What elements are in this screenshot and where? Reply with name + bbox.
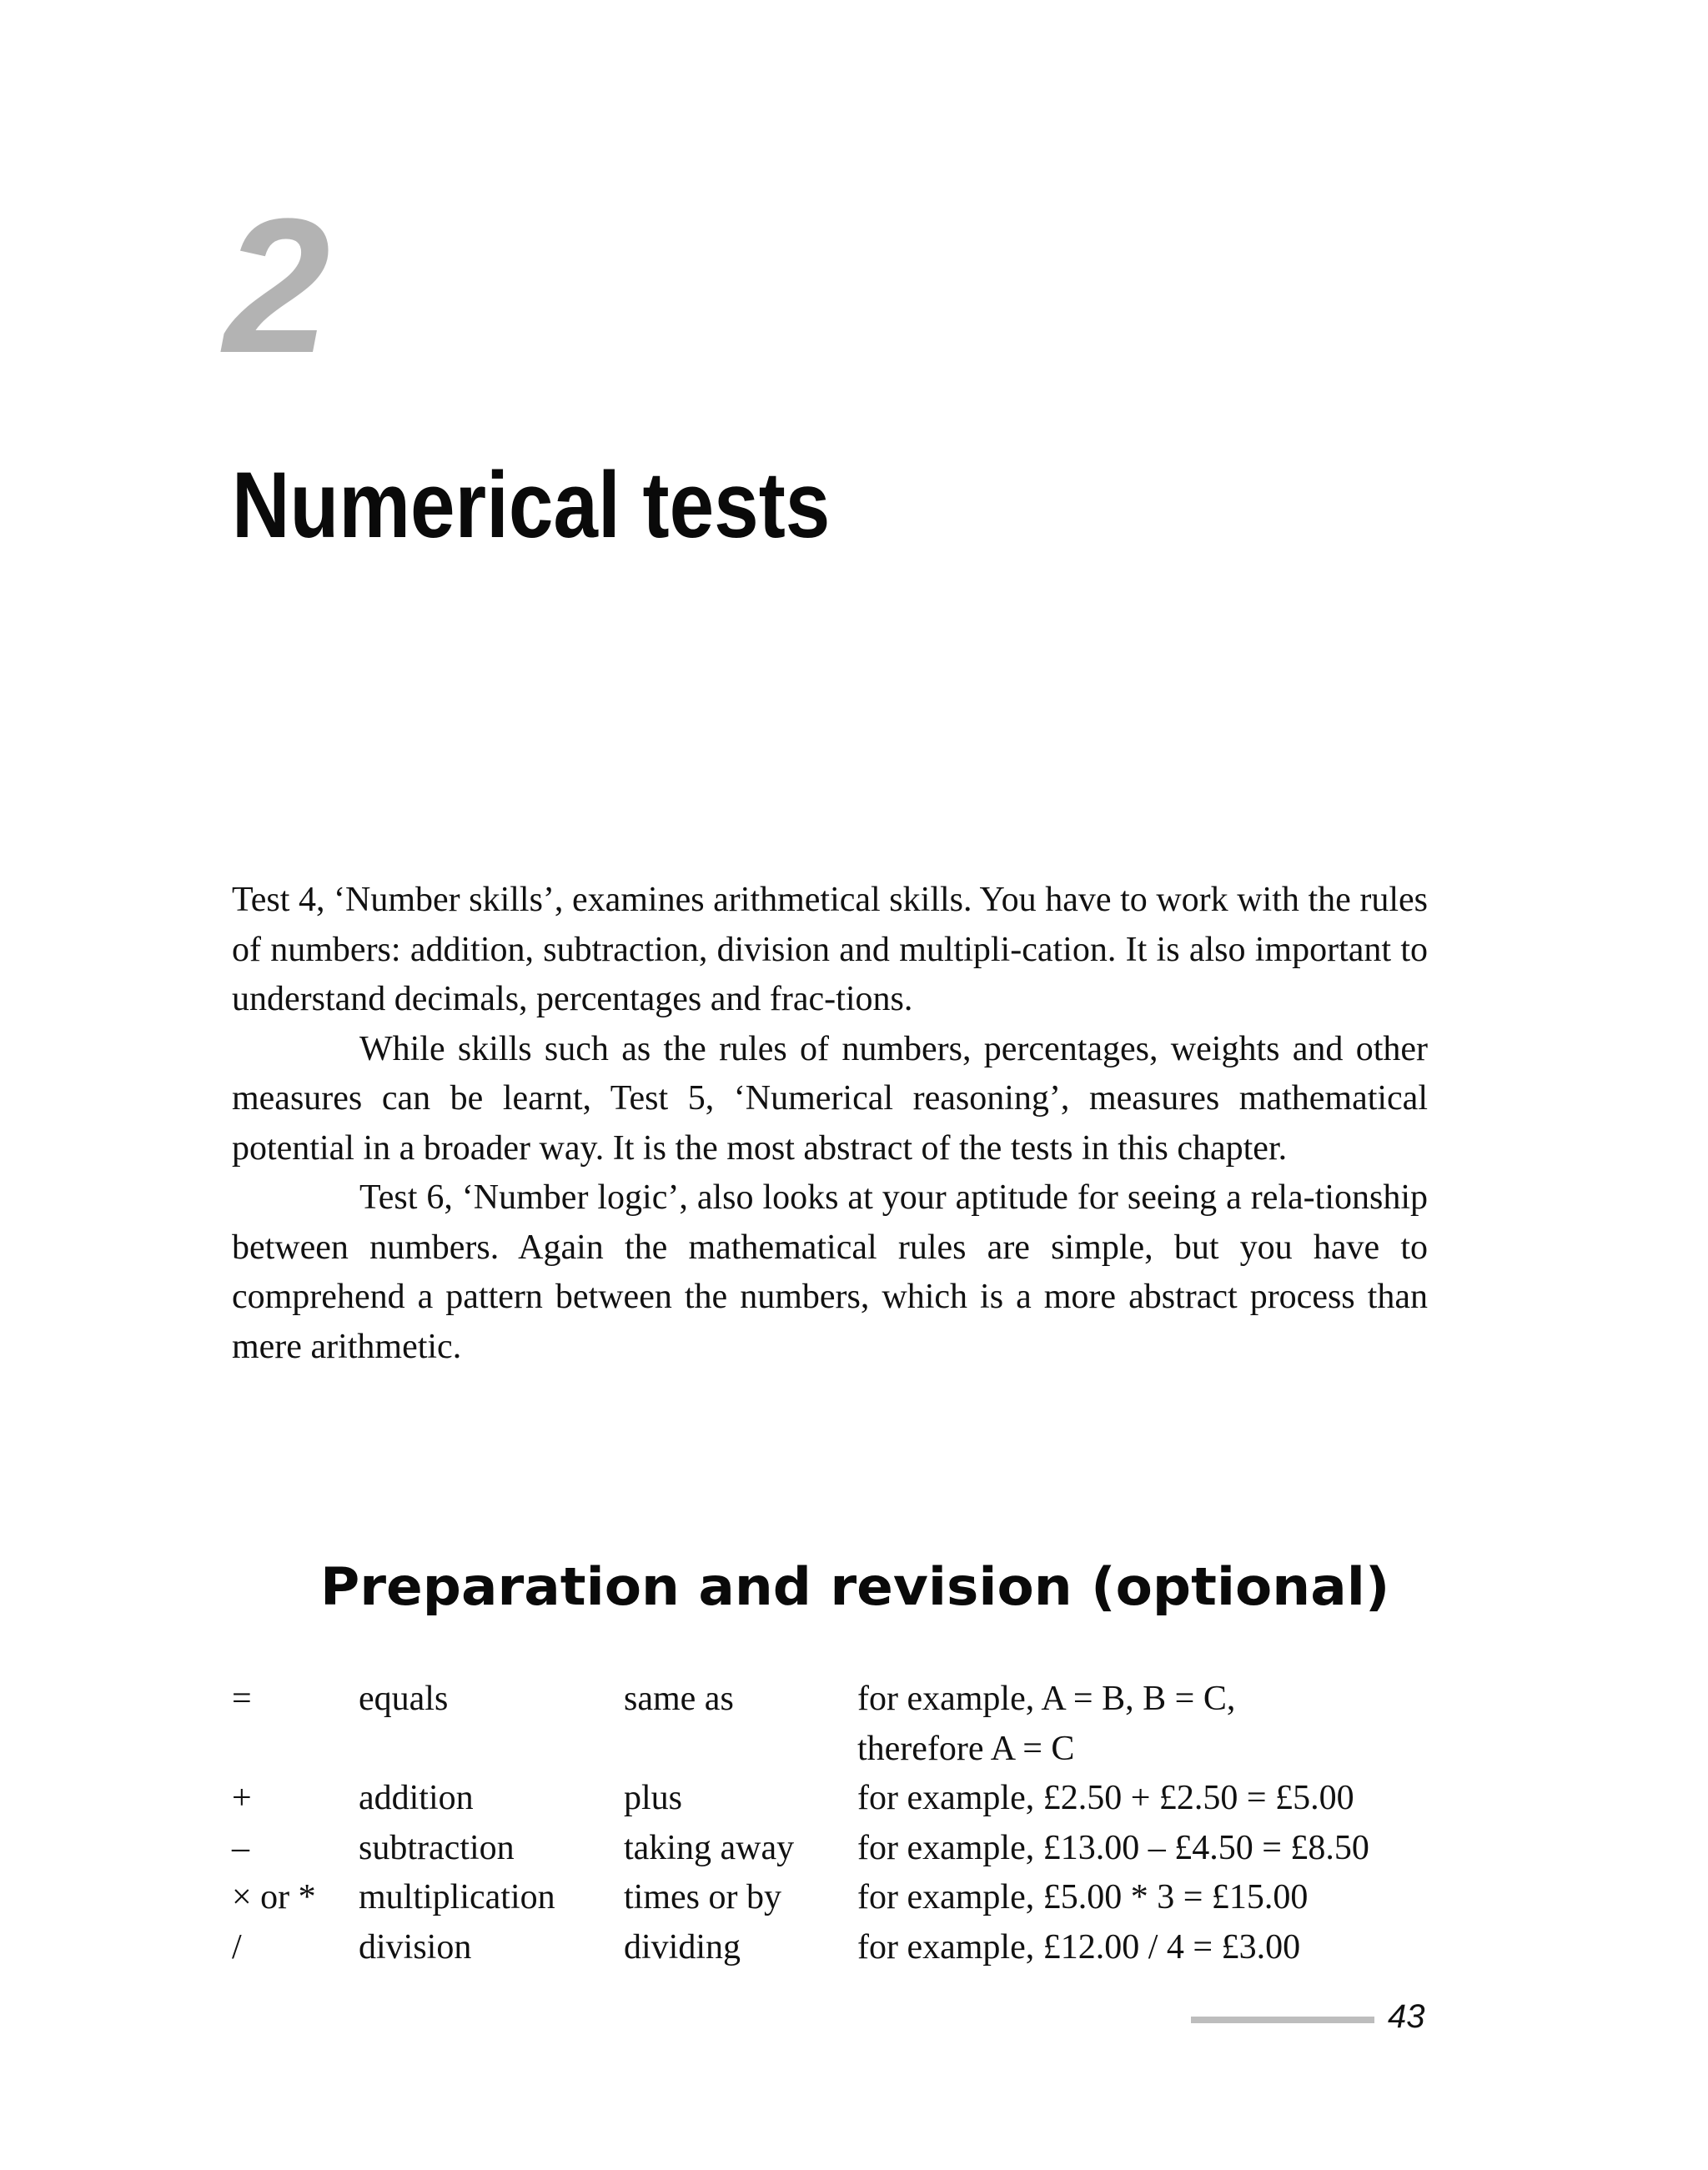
symbol-example-line-2: therefore A = C (857, 1729, 1075, 1768)
symbol-name: multiplication (359, 1878, 555, 1916)
symbol: × or * (232, 1878, 316, 1916)
symbol-name: addition (359, 1779, 474, 1817)
symbol: / (232, 1927, 242, 1967)
symbol-alt: taking away (624, 1828, 795, 1867)
paragraph-3: Test 6, ‘Number logic’, also looks at your aptitude for seeing a rela-tionship between numbers. Again the mathematical rules are simple, but you have to comprehend a pattern between the numbers, which is a more abstract process than mere arithmetic. (232, 1178, 1428, 1366)
symbol: + (232, 1779, 252, 1817)
symbol-example: for example, £5.00 * 3 = £15.00 (857, 1878, 1309, 1916)
chapter-title: Numerical tests (232, 453, 831, 557)
symbol-alt: plus (624, 1779, 683, 1817)
symbol-name: equals (359, 1680, 449, 1718)
symbol-example-line-1: for example, A = B, B = C, (857, 1680, 1236, 1718)
page-number: 43 (1388, 1998, 1425, 2035)
symbol-alt: same as (624, 1680, 734, 1718)
footer-rule (1191, 2017, 1374, 2023)
chapter-number: 2 (224, 178, 327, 393)
symbol-example: for example, £12.00 / 4 = £3.00 (857, 1927, 1301, 1967)
section-heading: Preparation and revision (optional) (320, 1556, 1390, 1617)
symbol: = (232, 1680, 252, 1718)
symbol-example: for example, £2.50 + £2.50 = £5.00 (857, 1779, 1354, 1817)
symbol-name: subtraction (359, 1828, 515, 1867)
symbol-alt: dividing (624, 1927, 741, 1967)
paragraph-1: Test 4, ‘Number skills’, examines arithmetical skills. You have to work with the rules of numbers: addition, subtraction, division and multipli-cation. It is also important to understand decimals, percentages and frac-tions. (232, 881, 1428, 1018)
symbol-name: division (359, 1927, 472, 1967)
body-text (232, 876, 1428, 1372)
symbol-alt: times or by (624, 1878, 781, 1916)
symbol: – (232, 1828, 249, 1867)
symbol-example: for example, £13.00 – £4.50 = £8.50 (857, 1828, 1369, 1867)
symbol-example (857, 1675, 1235, 1774)
paragraph-2: While skills such as the rules of numbers, percentages, weights and other measures can be learnt, Test 5, ‘Numerical reasoning’, measures mathematical potential in a broader way. It is the most abstract of the tests in this chapter. (232, 1029, 1428, 1168)
